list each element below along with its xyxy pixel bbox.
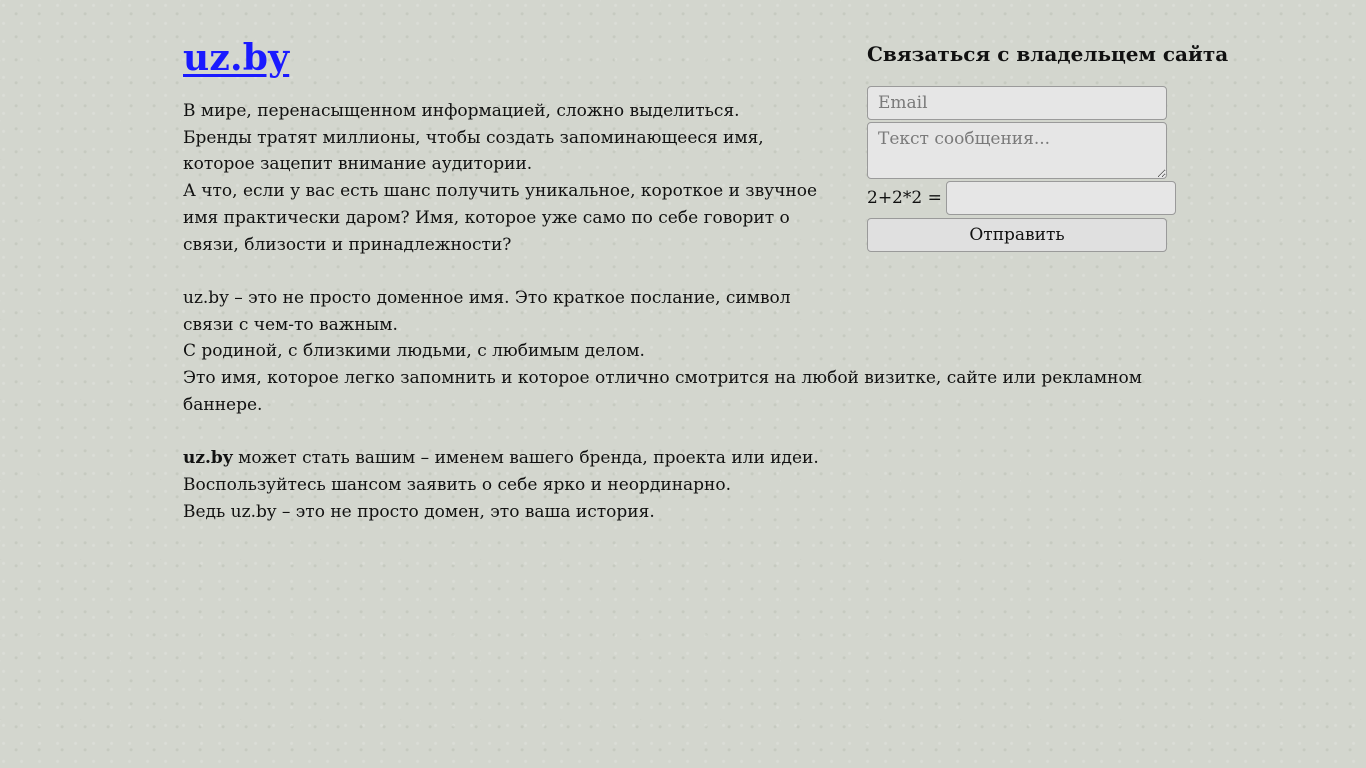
about-line-3: Это имя, которое легко запомнить и которое отлично смотрится на любой визитке, сайте или рекламном баннере. (183, 368, 1142, 415)
captcha-label: 2+2*2 = (867, 188, 942, 208)
cta-line-1 (183, 445, 1183, 472)
site-logo-link[interactable]: uz.by (183, 37, 290, 79)
email-field[interactable] (867, 86, 1167, 120)
intro-line-3: А что, если у вас есть шанс получить уникальное, короткое и звучное имя практически даром? Имя, которое уже само по себе говорит о связи, близости и принадлежности? (183, 181, 818, 255)
cta-section (183, 445, 1183, 525)
captcha-input[interactable] (946, 181, 1176, 215)
about-line-1: uz.by – это не просто доменное имя. Это краткое послание, символ связи с чем-то важным. (183, 287, 791, 335)
about-line-2: С родиной, с близкими людьми, с любимым делом. (183, 341, 645, 362)
intro-line-1: В мире, перенасыщенном информацией, сложно выделиться. (183, 101, 740, 121)
intro-section (183, 98, 833, 258)
contact-title: Связаться с владельцем сайта (867, 42, 1229, 66)
submit-button[interactable]: Отправить (867, 218, 1167, 252)
cta-line-2: Воспользуйтесь шансом заявить о себе ярко и неординарно. (183, 474, 732, 495)
spacer (183, 258, 1183, 285)
cta-domain-bold: uz.by (183, 448, 233, 469)
contact-form (867, 42, 1229, 252)
cta-line-3: Ведь uz.by – это не просто домен, это ваша история. (183, 501, 655, 522)
about-section (183, 285, 1183, 419)
cta-line-1-rest: может стать вашим – именем вашего бренда, проекта или идеи. (232, 448, 819, 469)
captcha-row (867, 181, 1187, 215)
message-textarea[interactable] (867, 122, 1167, 179)
intro-line-2: Бренды тратят миллионы, чтобы создать запоминающееся имя, которое зацепит внимание аудитории. (183, 127, 764, 175)
spacer (183, 418, 1183, 445)
